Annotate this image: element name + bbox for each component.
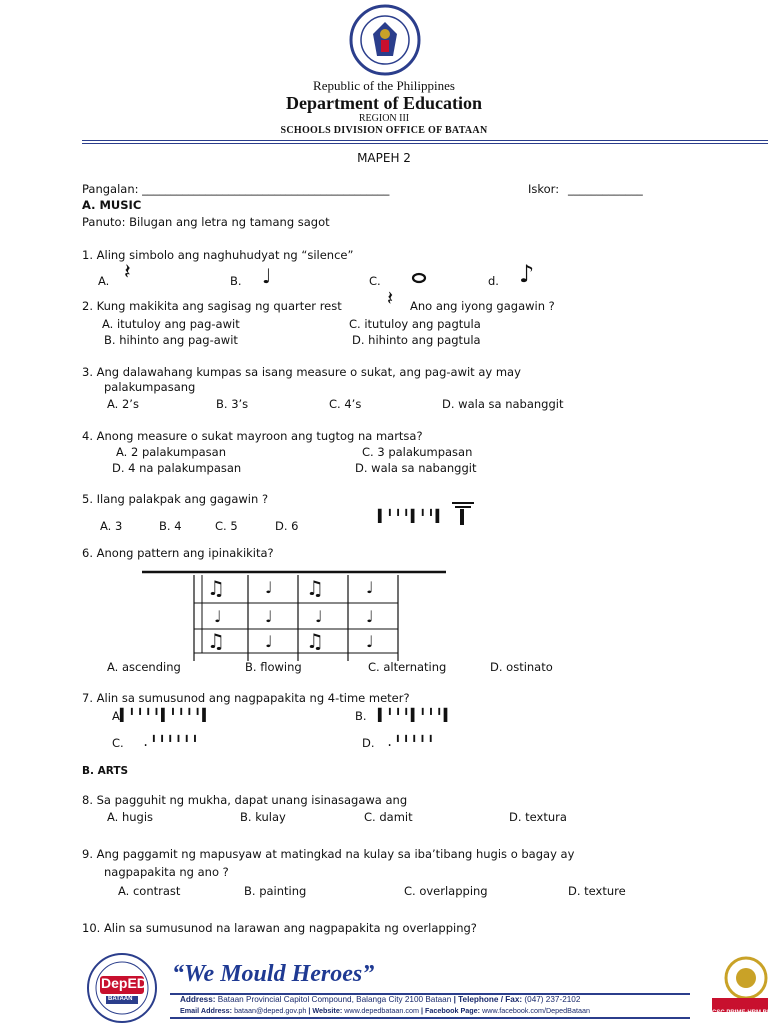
q6-note-r2c3: ♩	[315, 607, 323, 626]
q3-option-a[interactable]: A. 2’s	[107, 397, 139, 411]
q7-option-c[interactable]: C.	[112, 736, 124, 750]
q5-option-b[interactable]: B. 4	[159, 519, 182, 533]
q4-option-b[interactable]: D. 4 na palakumpasan	[112, 461, 242, 475]
email-label: Email Address:	[180, 1006, 233, 1015]
q8-text: 8. Sa pagguhit ng mukha, dapat unang isinasagawa ang	[82, 793, 408, 807]
q6-note-r3c2: ♩	[265, 632, 273, 651]
q5-rhythm-pattern: ▌╹╹╹▌╹╹▌	[378, 509, 444, 523]
q5-option-a[interactable]: A. 3	[100, 519, 123, 533]
q5-option-c[interactable]: C. 5	[215, 519, 238, 533]
q4-text: 4. Anong measure o sukat mayroon ang tugtog na martsa?	[82, 429, 423, 443]
q5-fermata-icon	[452, 500, 474, 526]
q1-option-a[interactable]: A.	[98, 274, 110, 288]
q6-note-r2c1: ♩	[214, 607, 222, 626]
logo-text: DepED	[101, 975, 147, 991]
quarter-note-icon: ♩	[262, 264, 272, 288]
whole-note-svg-icon	[412, 273, 426, 283]
q4-option-a[interactable]: A. 2 palakumpasan	[116, 445, 227, 459]
deped-seal	[349, 4, 421, 76]
q3-option-b[interactable]: B. 3’s	[216, 397, 249, 411]
address-label: Address:	[180, 995, 216, 1004]
q6-note-r1c3: ♫	[306, 576, 324, 600]
q6-note-r2c2: ♩	[265, 607, 273, 626]
header-divider	[82, 140, 768, 144]
q4-option-d[interactable]: D. wala sa nabanggit	[355, 461, 477, 475]
q1-option-d[interactable]: d.	[488, 274, 499, 288]
q5-option-d[interactable]: D. 6	[275, 519, 299, 533]
q1-option-b[interactable]: B.	[230, 274, 242, 288]
website-link[interactable]: www.depedbataan.com	[344, 1006, 419, 1015]
q7-text: 7. Alin sa sumusunod ang nagpapakita ng 4-time meter?	[82, 691, 410, 705]
q2-text-after: Ano ang iyong gagawin ?	[410, 299, 555, 313]
q6-option-a[interactable]: A. ascending	[107, 660, 181, 674]
region-line: REGION III	[358, 113, 410, 124]
q7-rhythm-b: ▌╹╹╹▌╹╹╹▌	[378, 708, 453, 722]
q6-note-r1c4: ♩	[366, 578, 374, 597]
q3-option-d[interactable]: D. wala sa nabanggit	[442, 397, 564, 411]
name-field[interactable]: Pangalan: ___________________________________________	[82, 182, 390, 196]
q6-note-r3c4: ♩	[366, 632, 374, 651]
csc-award-text: CSC PRIME-HRM BRO	[712, 1010, 776, 1016]
section-a-title: A. MUSIC	[82, 198, 142, 212]
q4-option-c[interactable]: C. 3 palakumpasan	[362, 445, 473, 459]
q2-quarter-rest-icon: 𝄽	[387, 286, 394, 310]
q2-option-d[interactable]: D. hihinto ang pagtula	[352, 333, 481, 347]
score-field[interactable]: _____________	[568, 182, 643, 196]
footer-address-line: Address: Bataan Provincial Capitol Compound, Balanga City 2100 Bataan | Telephone / Fax: (047) 237-2102	[180, 995, 581, 1004]
q7-rhythm-d: .╹╹╹╹╹	[386, 735, 436, 749]
q8-option-b[interactable]: B. kulay	[240, 810, 286, 824]
q6-note-r3c3: ♫	[306, 629, 324, 653]
whole-note-icon	[412, 268, 426, 278]
q3-text-2: palakumpasang	[104, 380, 196, 394]
q7-option-d[interactable]: D.	[362, 736, 375, 750]
q7-rhythm-c: .╹╹╹╹╹╹	[142, 735, 200, 749]
division-line: SCHOOLS DIVISION OFFICE OF BATAAN	[280, 125, 488, 136]
republic-line: Republic of the Philippines	[313, 78, 455, 93]
q1-text: 1. Aling simbolo ang naghuhudyat ng “silence”	[82, 248, 354, 262]
q6-option-c[interactable]: C. alternating	[368, 660, 447, 674]
q10-text: 10. Alin sa sumusunod na larawan ang nagpapakita ng overlapping?	[82, 921, 477, 935]
q9-option-a[interactable]: A. contrast	[118, 884, 181, 898]
q2-option-b[interactable]: B. hihinto ang pag-awit	[104, 333, 238, 347]
q2-text: 2. Kung makikita ang sagisag ng quarter rest	[82, 299, 342, 313]
q9-text: 9. Ang paggamit ng mapusyaw at matingkad na kulay sa iba’tibang hugis o bagay ay	[82, 847, 575, 861]
department-title: Department of Education	[286, 93, 482, 113]
q6-note-r1c1: ♫	[207, 576, 225, 600]
q3-text: 3. Ang dalawahang kumpas sa isang measure o sukat, ang pag-awit ay may	[82, 365, 521, 379]
facebook-label: Facebook Page:	[424, 1006, 481, 1015]
facebook-link[interactable]: www.facebook.com/DepedBataan	[482, 1006, 590, 1015]
q6-note-r3c1: ♫	[207, 629, 225, 653]
q9-option-c[interactable]: C. overlapping	[404, 884, 488, 898]
q6-text: 6. Anong pattern ang ipinakikita?	[82, 546, 274, 560]
csc-award-emblem	[712, 952, 768, 1012]
q9-option-b[interactable]: B. painting	[244, 884, 307, 898]
instruction: Panuto: Bilugan ang letra ng tamang sagot	[82, 215, 330, 229]
quarter-rest-icon: 𝄽	[124, 260, 131, 285]
subject-title: MAPEH 2	[357, 151, 411, 165]
q9-text-2: nagpapakita ng ano ?	[104, 865, 229, 879]
q7-option-a[interactable]: A	[112, 709, 120, 723]
address-value: Bataan Provincial Capitol Compound, Balanga City 2100 Bataan	[217, 995, 452, 1004]
phone-label: Telephone / Fax:	[458, 995, 523, 1004]
motto: “We Mould Heroes”	[172, 961, 375, 987]
footer-online-line: Email Address: bataan@deped.gov.ph | Website: www.depedbataan.com | Facebook Page: www.facebook.com/DepedBataan	[180, 1006, 590, 1015]
q1-option-c[interactable]: C.	[369, 274, 381, 288]
q8-option-a[interactable]: A. hugis	[107, 810, 154, 824]
q6-note-r1c2: ♩	[265, 578, 273, 597]
q5-stroke-icon	[452, 500, 474, 526]
section-b-title: B. ARTS	[82, 765, 129, 777]
q7-rhythm-a: ▌╹╹╹╹▌╹╹╹╹▌	[120, 708, 211, 722]
laurel-icon	[712, 952, 768, 1012]
email-link[interactable]: bataan@deped.gov.ph	[234, 1006, 307, 1015]
q6-grid-lines-icon	[142, 569, 446, 661]
deped-seal-icon	[349, 4, 421, 76]
q6-pattern-grid	[142, 569, 446, 661]
q7-option-b[interactable]: B.	[355, 709, 367, 723]
website-label: Website:	[312, 1006, 343, 1015]
q8-option-c[interactable]: C. damit	[364, 810, 413, 824]
q6-note-r2c4: ♩	[366, 607, 374, 626]
q5-text: 5. Ilang palakpak ang gagawin ?	[82, 492, 269, 506]
q6-option-b[interactable]: B. flowing	[245, 660, 302, 674]
score-label: Iskor:	[528, 182, 560, 196]
q3-option-c[interactable]: C. 4’s	[329, 397, 362, 411]
q2-option-c[interactable]: C. itutuloy ang pagtula	[349, 317, 481, 331]
q8-option-d[interactable]: D. textura	[509, 810, 567, 824]
q9-option-d[interactable]: D. texture	[568, 884, 626, 898]
phone-value: (047) 237-2102	[524, 995, 581, 1004]
eighth-note-icon: ♪	[519, 260, 535, 288]
logo-sub: BATAAN	[108, 996, 133, 1002]
q2-option-a[interactable]: A. itutuloy ang pag-awit	[102, 317, 240, 331]
q6-option-d[interactable]: D. ostinato	[490, 660, 553, 674]
